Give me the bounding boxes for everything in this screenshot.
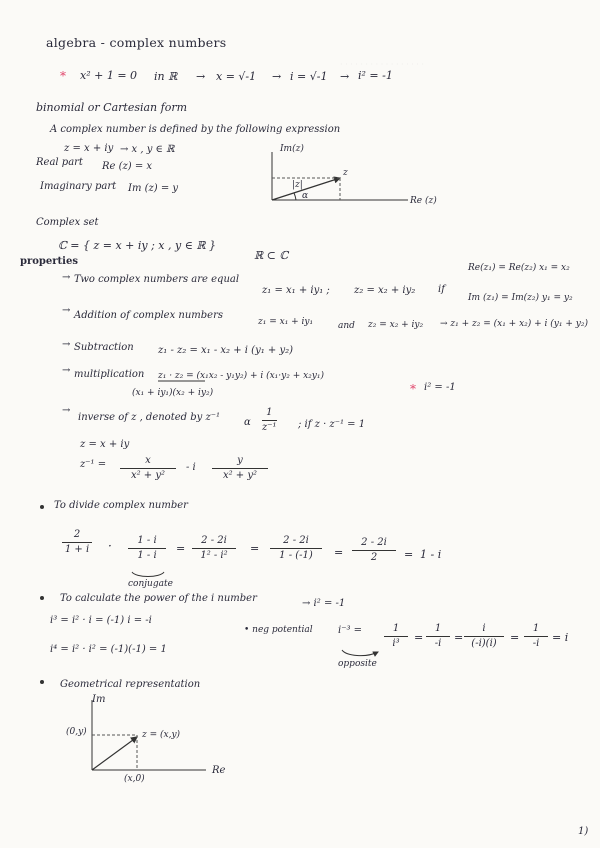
bullet-dot bbox=[40, 505, 44, 509]
divide-f3n: 2 - 2i bbox=[201, 535, 227, 546]
divide-frac-4 bbox=[270, 536, 322, 561]
divide-eq-2: = bbox=[250, 542, 260, 555]
geometric-re-label: Re bbox=[212, 765, 226, 776]
neg-eq-1: = bbox=[414, 631, 424, 644]
multiplication-line1: z₁ · z₂ = (x₁x₂ - y₁y₂) + i (x₁·y₂ + x₂y₁) bbox=[158, 371, 324, 381]
arrow-bullet: → bbox=[62, 405, 71, 416]
inverse-fraction bbox=[262, 408, 277, 433]
page-number: 1) bbox=[578, 826, 589, 837]
divide-heading: To divide complex number bbox=[54, 500, 188, 511]
divide-f1d: 1 + i bbox=[64, 544, 90, 555]
divide-eq-3: = bbox=[334, 546, 344, 559]
divide-f5d: 2 bbox=[370, 552, 378, 563]
divide-eq-1: = bbox=[176, 542, 186, 555]
opposite-label: opposite bbox=[338, 659, 377, 669]
inverse-label: inverse of z , denoted by z⁻¹ bbox=[78, 412, 221, 423]
multiplication-note: i² = -1 bbox=[424, 382, 456, 393]
real-part-label: Real part bbox=[36, 157, 83, 168]
geometric-im-label: Im bbox=[92, 694, 106, 705]
equal-z2: z₂ = x₂ + iy₂ bbox=[354, 285, 416, 296]
addition-z1: z₁ = x₁ + iy₁ bbox=[258, 317, 314, 327]
divide-f4n: 2 - 2i bbox=[283, 535, 309, 546]
page-title: algebra - complex numbers bbox=[46, 35, 227, 50]
binomial-intro: A complex number is defined by the following expression bbox=[50, 124, 341, 135]
z-expression: z = x + iy bbox=[64, 143, 114, 154]
divide-f1n: 2 bbox=[73, 529, 81, 540]
diagram-z-label: z bbox=[343, 168, 348, 178]
bullet-dot bbox=[40, 596, 44, 600]
z-vector-2 bbox=[92, 737, 137, 770]
divide-frac-1 bbox=[62, 530, 92, 555]
imaginary-part-label: Imaginary part bbox=[40, 181, 117, 192]
diagram-modulus-label: |z| bbox=[292, 180, 303, 190]
neg-g4n: 1 bbox=[532, 623, 540, 634]
neg-g3n: i bbox=[482, 623, 486, 634]
arrow-1: → bbox=[196, 70, 206, 83]
equal-cond-re: Re(z₁) = Re(z₂) x₁ = x₂ bbox=[468, 263, 570, 273]
neg-frac-2 bbox=[426, 624, 450, 649]
red-star-bullet: * bbox=[60, 69, 66, 83]
divide-f4d: 1 - (-1) bbox=[279, 550, 313, 561]
complex-set-heading: Complex set bbox=[36, 217, 99, 228]
power-heading: To calculate the power of the i number bbox=[60, 593, 257, 604]
conjugate-brace bbox=[132, 572, 164, 577]
arrow-bullet: → bbox=[62, 272, 71, 283]
arrow-bullet: → bbox=[62, 365, 71, 376]
bullet-dot bbox=[40, 680, 44, 684]
neg-g2d: -i bbox=[434, 638, 442, 649]
neg-frac-1 bbox=[384, 624, 408, 649]
neg-g4d: -i bbox=[532, 638, 540, 649]
neg-eq-3: = bbox=[510, 631, 520, 644]
inverse-n2: y bbox=[237, 455, 243, 466]
geometric-x-tick: (x,0) bbox=[124, 774, 145, 784]
power-i3: i³ = i² · i = (-1) i = -i bbox=[50, 615, 152, 626]
eq-in-r: in ℝ bbox=[154, 70, 178, 83]
neg-g1n: 1 bbox=[392, 623, 400, 634]
divide-dot-op: · bbox=[108, 539, 112, 553]
properties-heading: properties bbox=[20, 256, 78, 267]
neg-result: = i bbox=[552, 631, 569, 644]
divide-frac-3 bbox=[192, 536, 236, 561]
inverse-frac-num: 1 bbox=[266, 407, 273, 418]
equal-cond-im: Im (z₁) = Im(z₂) y₁ = y₂ bbox=[468, 293, 573, 303]
subtraction-label: Subtraction bbox=[74, 342, 134, 353]
geometric-point: z = (x,y) bbox=[142, 730, 181, 740]
neg-frac-3 bbox=[464, 624, 504, 649]
real-part-expr: Re (z) = x bbox=[102, 161, 153, 172]
diagram-angle-label: α bbox=[302, 191, 309, 201]
imaginary-part-expr: Im (z) = y bbox=[128, 183, 179, 194]
eq-i-squared: i² = -1 bbox=[358, 69, 393, 82]
addition-and: and bbox=[338, 321, 355, 331]
geometric-heading: Geometrical representation bbox=[60, 679, 201, 690]
divide-result: 1 - i bbox=[420, 548, 442, 561]
complex-plane-diagram bbox=[272, 152, 408, 200]
multiplication-label: multiplication bbox=[74, 369, 145, 380]
equal-if: if bbox=[438, 284, 445, 295]
arrow-2: → bbox=[272, 70, 282, 83]
inverse-zinv: z⁻¹ = bbox=[80, 459, 107, 470]
z-condition: → x , y ∈ ℝ bbox=[120, 144, 175, 155]
multiplication-line2: (x₁ + iy₁)(x₂ + iy₂) bbox=[132, 388, 214, 398]
eq-x2-plus-1: x² + 1 = 0 bbox=[80, 69, 138, 82]
geometric-y-tick: (0,y) bbox=[66, 727, 87, 737]
arrow-3: → bbox=[340, 70, 350, 83]
inverse-frac-2 bbox=[212, 456, 268, 481]
inverse-d2: x² + y² bbox=[222, 470, 258, 481]
diagram-re-label: Re (z) bbox=[410, 196, 437, 206]
eq-x-sqrt: x = √-1 bbox=[216, 70, 257, 83]
inverse-condition: ; if z · z⁻¹ = 1 bbox=[298, 419, 366, 430]
divide-f2n: 1 - i bbox=[137, 535, 157, 546]
binomial-heading: binomial or Cartesian form bbox=[36, 101, 188, 114]
conjugate-label: conjugate bbox=[128, 579, 173, 589]
inverse-minus-i: - i bbox=[186, 462, 196, 473]
neg-g3d: (-i)(i) bbox=[471, 638, 497, 649]
divide-frac-2 bbox=[128, 536, 166, 561]
equal-z1: z₁ = x₁ + iy₁ ; bbox=[262, 285, 330, 296]
addition-result: → z₁ + z₂ = (x₁ + x₂) + i (y₁ + y₂) bbox=[440, 319, 588, 329]
addition-label: Addition of complex numbers bbox=[74, 310, 224, 321]
inverse-frac-1 bbox=[120, 456, 176, 481]
divide-frac-5 bbox=[352, 538, 396, 563]
inverse-frac-den: z⁻¹ bbox=[262, 422, 277, 433]
arrow-bullet: → bbox=[62, 339, 71, 350]
power-i4: i⁴ = i² · i² = (-1)(-1) = 1 bbox=[50, 644, 167, 655]
power-heading-eq: → i² = -1 bbox=[302, 598, 346, 609]
neg-lhs: i⁻³ = bbox=[338, 625, 363, 636]
multiplication-star: * bbox=[410, 382, 416, 396]
eq-i-sqrt: i = √-1 bbox=[290, 70, 328, 83]
angle-arc bbox=[294, 193, 296, 200]
subtraction-expr: z₁ - z₂ = x₁ - x₂ + i (y₁ + y₂) bbox=[158, 345, 294, 356]
addition-z2: z₂ = x₂ + iy₂ bbox=[368, 320, 424, 330]
neg-g1d: i³ bbox=[392, 638, 400, 649]
inverse-d1: x² + y² bbox=[130, 470, 166, 481]
opposite-arrow bbox=[342, 650, 378, 656]
divide-f3d: 1² - i² bbox=[200, 550, 228, 561]
neg-eq-2: = bbox=[454, 631, 464, 644]
neg-frac-4 bbox=[524, 624, 548, 649]
inverse-n1: x bbox=[145, 455, 151, 466]
inverse-alpha: α bbox=[244, 417, 251, 428]
divide-f5n: 2 - 2i bbox=[361, 537, 387, 548]
neg-g2n: 1 bbox=[434, 623, 442, 634]
neg-potential-label: • neg potential bbox=[244, 625, 313, 635]
equal-label: Two complex numbers are equal bbox=[74, 274, 240, 285]
complex-set-expr: ℂ = { z = x + iy ; x , y ∈ ℝ } bbox=[58, 239, 216, 252]
arrow-bullet: → bbox=[62, 305, 71, 316]
inverse-z: z = x + iy bbox=[80, 439, 130, 450]
diagram-im-label: Im(z) bbox=[280, 144, 304, 154]
bleed-through: · · · · · · · · · · · · · · · · · bbox=[340, 60, 424, 69]
divide-f2d: 1 - i bbox=[137, 550, 157, 561]
r-subset-c: ℝ ⊂ ℂ bbox=[254, 249, 289, 262]
divide-eq-4: = bbox=[404, 548, 414, 561]
